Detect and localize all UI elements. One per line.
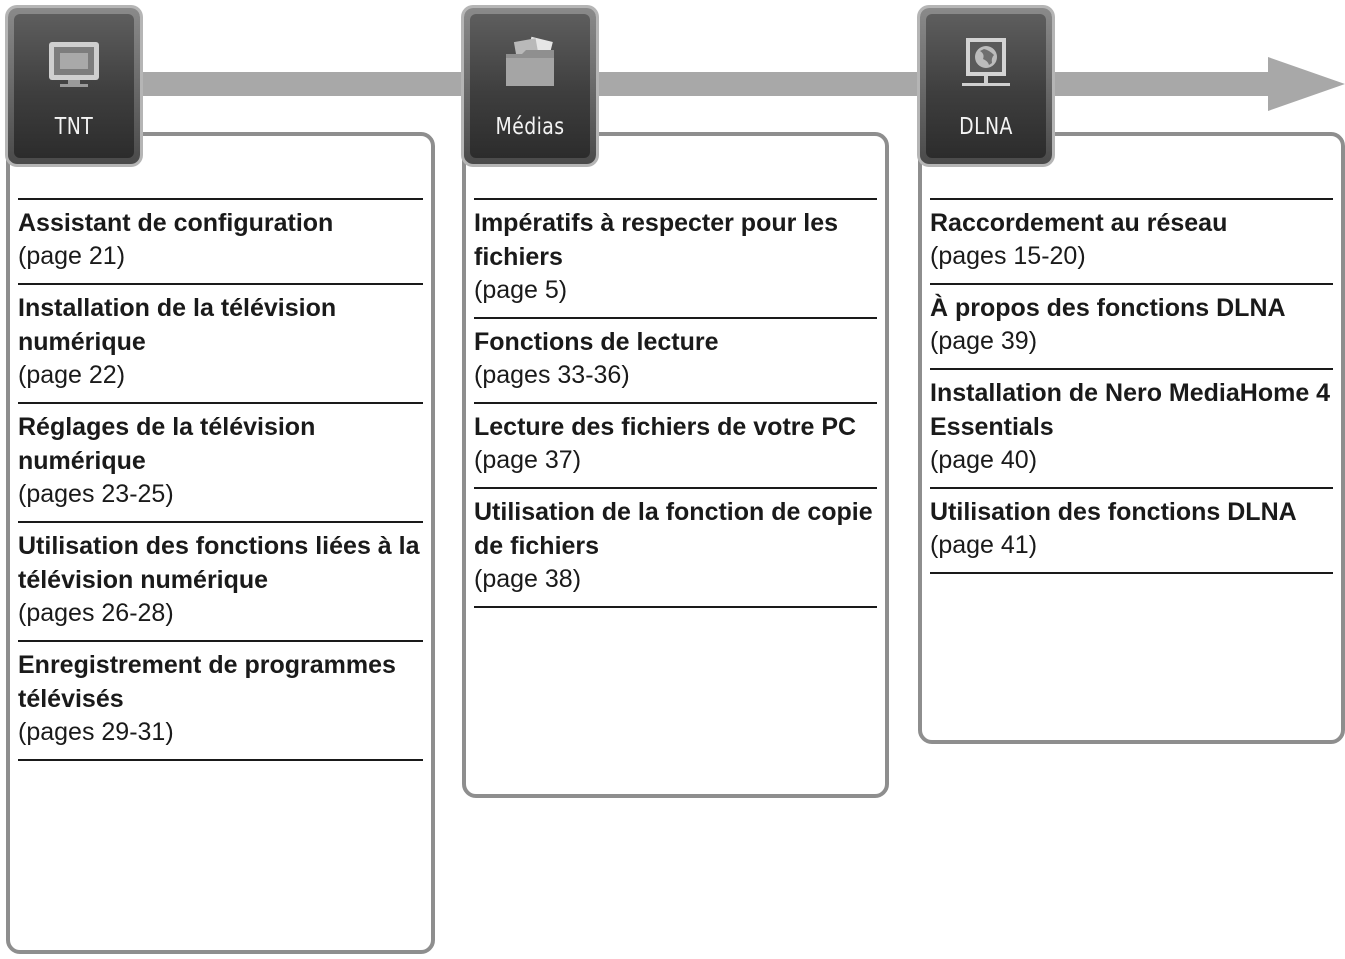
tile-label: DLNA xyxy=(959,114,1013,140)
tile-tnt xyxy=(8,8,140,164)
panel-tnt xyxy=(6,132,435,954)
tile-label: TNT xyxy=(54,114,94,140)
tile-label: Médias xyxy=(495,114,565,140)
entry-title: À propos des fonctions DLNA xyxy=(930,294,1286,322)
entry-page-ref: (page 39) xyxy=(930,327,1038,355)
entry-list-medias xyxy=(474,198,877,608)
tile-face xyxy=(926,14,1046,158)
entry-page-ref: (pages 23-25) xyxy=(18,480,174,508)
arrow-shaft xyxy=(140,72,1275,96)
entry-title: Installation de la télévision numérique xyxy=(18,294,337,356)
entry-page-ref: (page 40) xyxy=(930,446,1038,474)
entry-page-ref: (page 38) xyxy=(474,565,582,593)
entry-title: Utilisation des fonctions DLNA xyxy=(930,498,1297,526)
list-item xyxy=(930,370,1333,489)
panel-medias xyxy=(462,132,889,798)
network-globe-icon xyxy=(958,36,1014,92)
tile-medias xyxy=(464,8,596,164)
entry-page-ref: (pages 15-20) xyxy=(930,242,1086,270)
entry-title: Lecture des fichiers de votre PC xyxy=(474,413,857,441)
entry-page-ref: (page 21) xyxy=(18,242,126,270)
entry-title: Enregistrement de programmes télévisés xyxy=(18,651,396,713)
entry-title: Réglages de la télévision numérique xyxy=(18,413,316,475)
entry-title: Installation de Nero MediaHome 4 Essentials xyxy=(930,379,1331,441)
tile-face xyxy=(470,14,590,158)
list-item xyxy=(18,285,423,404)
entry-page-ref: (page 22) xyxy=(18,361,126,389)
tv-icon xyxy=(46,36,102,90)
entry-page-ref: (page 41) xyxy=(930,531,1038,559)
panel-dlna xyxy=(918,132,1345,744)
list-item xyxy=(18,200,423,285)
entry-title: Assistant de configuration xyxy=(18,209,334,237)
entry-title: Raccordement au réseau xyxy=(930,209,1228,237)
entry-page-ref: (pages 33-36) xyxy=(474,361,630,389)
entry-page-ref: (page 37) xyxy=(474,446,582,474)
entry-title: Impératifs à respecter pour les fichiers xyxy=(474,209,839,271)
list-item xyxy=(474,319,877,404)
entry-title: Utilisation des fonctions liées à la télévision numérique xyxy=(18,532,420,594)
tile-dlna xyxy=(920,8,1052,164)
list-item xyxy=(18,523,423,642)
list-item xyxy=(18,642,423,761)
list-item xyxy=(930,200,1333,285)
list-item xyxy=(474,489,877,608)
entry-page-ref: (page 5) xyxy=(474,276,568,304)
entry-page-ref: (pages 29-31) xyxy=(18,718,174,746)
entry-page-ref: (pages 26-28) xyxy=(18,599,174,627)
arrow-head xyxy=(1268,57,1345,111)
list-item xyxy=(18,404,423,523)
tile-face xyxy=(14,14,134,158)
list-item xyxy=(474,404,877,489)
entry-title: Utilisation de la fonction de copie de fichiers xyxy=(474,498,873,560)
list-item xyxy=(930,489,1333,574)
entry-title: Fonctions de lecture xyxy=(474,328,719,356)
entry-list-dlna xyxy=(930,198,1333,574)
entry-list-tnt xyxy=(18,198,423,761)
folder-icon xyxy=(502,36,558,90)
list-item xyxy=(474,200,877,319)
list-item xyxy=(930,285,1333,370)
